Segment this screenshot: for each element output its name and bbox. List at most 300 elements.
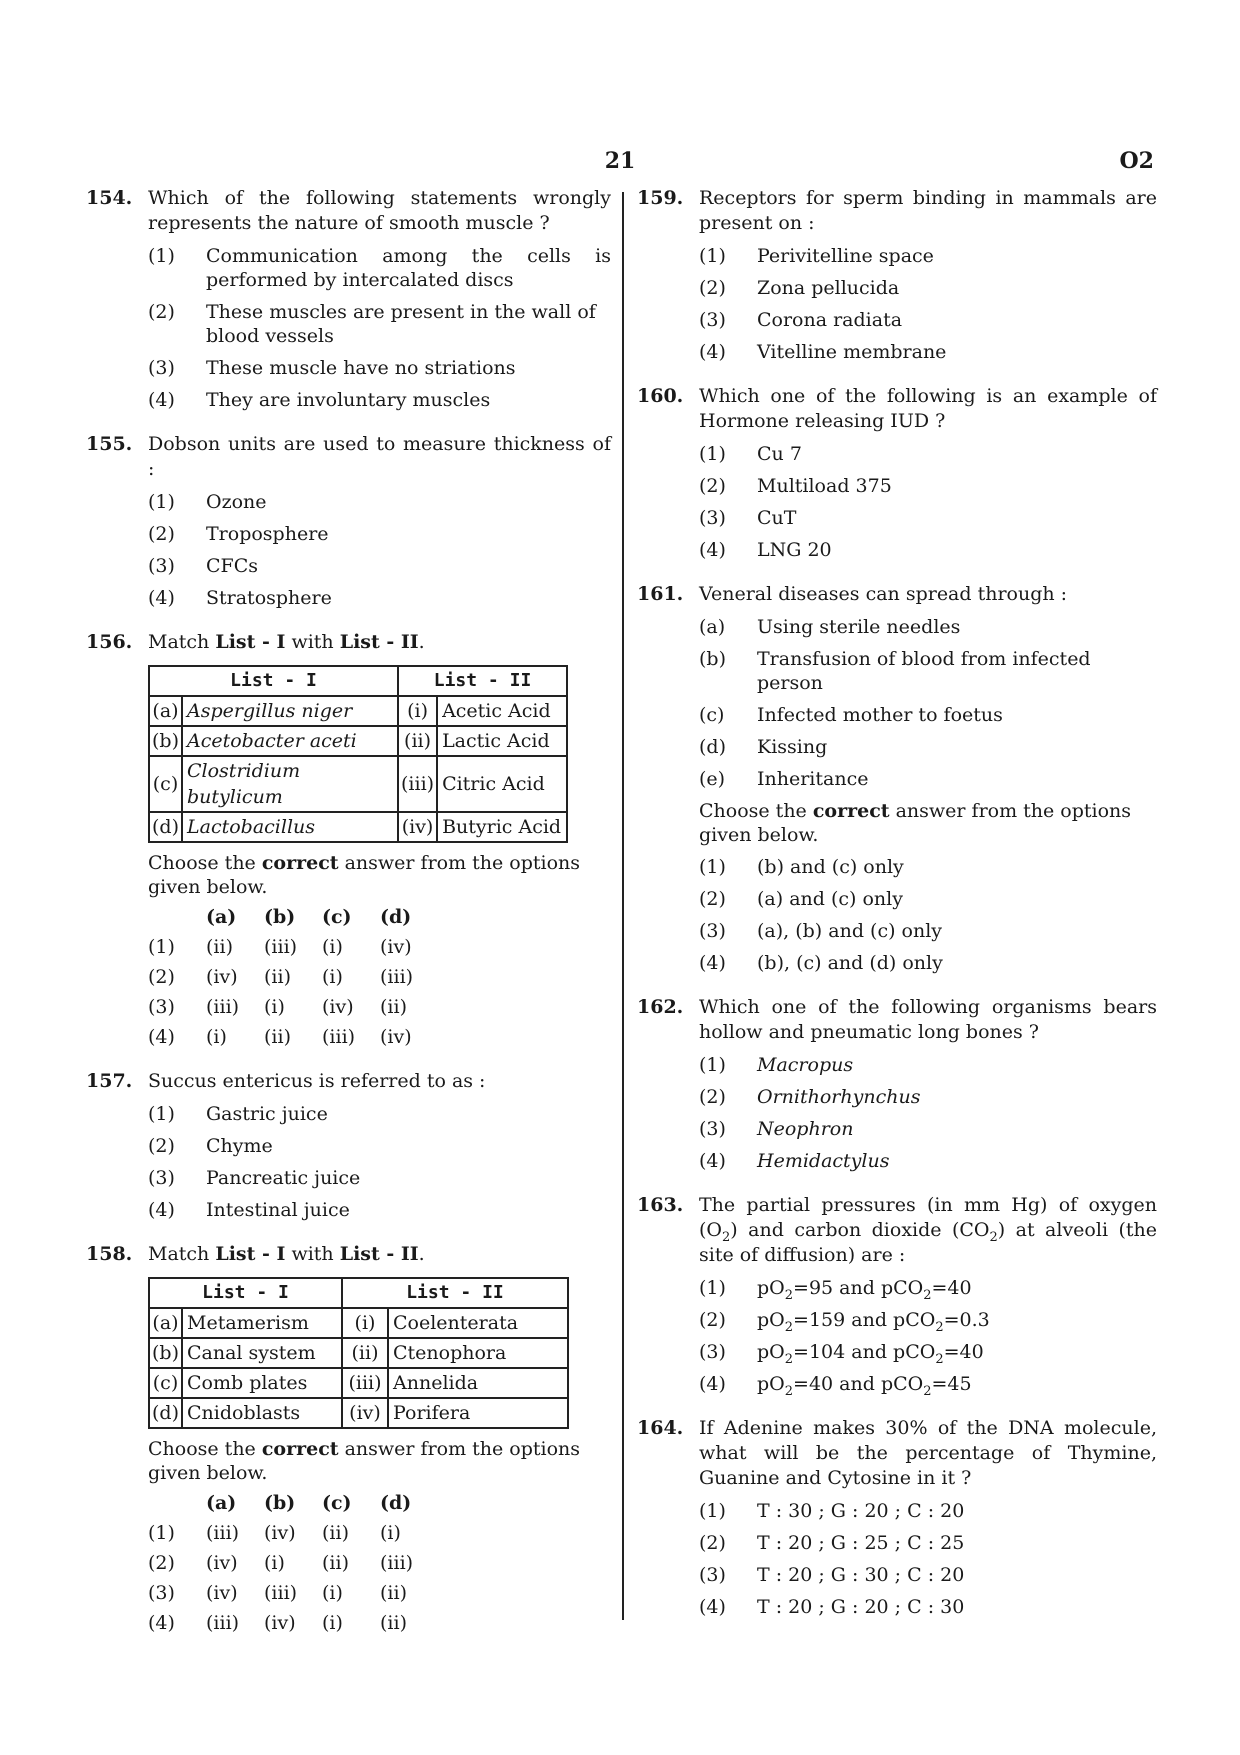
answer-cell: (iv): [380, 936, 412, 958]
option-text: [757, 1340, 1157, 1367]
list-ii-ref: List - II: [339, 631, 419, 653]
answer-cell: (iv): [206, 1582, 238, 1604]
answer-cell: (ii): [380, 996, 407, 1018]
option-number: (4): [148, 389, 175, 411]
option-number: (3): [148, 1582, 175, 1604]
row-label: (ii): [398, 726, 437, 756]
po2-value: =95: [793, 1277, 834, 1299]
list-ii-value: Butyric Acid: [437, 812, 567, 842]
header-a: (a): [206, 1492, 237, 1514]
row-label: (iii): [398, 756, 437, 812]
list-i-value: Lactobacillus: [182, 812, 398, 842]
option-text: Troposphere: [206, 523, 329, 545]
header-c: (c): [322, 1492, 352, 1514]
option-number: (1): [699, 245, 726, 267]
list-ii-value: Annelida: [388, 1368, 568, 1398]
option-text: Intestinal juice: [206, 1199, 350, 1221]
pco2-label: pCO: [880, 1373, 924, 1395]
answer-cell: (i): [264, 996, 285, 1018]
row-label: (c): [149, 1368, 182, 1398]
option[interactable]: [148, 1134, 611, 1158]
option-text: [757, 1372, 1157, 1399]
option-text: Hemidactylus: [757, 1150, 890, 1172]
option-text: Neophron: [757, 1118, 854, 1140]
option-number: (3): [148, 555, 175, 577]
answer-cell: (iv): [206, 966, 238, 988]
option-text: T : 20 ; G : 20 ; C : 30: [757, 1596, 965, 1618]
po2-label: pO: [757, 1277, 785, 1299]
page-number: 21: [604, 148, 636, 174]
po2-value: =104: [793, 1341, 846, 1363]
answer-option[interactable]: [148, 935, 611, 959]
match-table: [148, 1277, 569, 1429]
option-text: [757, 1308, 1157, 1335]
item-label: (d): [699, 736, 726, 758]
option-text: Pancreatic juice: [206, 1167, 361, 1189]
row-label: (i): [342, 1308, 388, 1338]
option[interactable]: [699, 1308, 1157, 1335]
option-number: (4): [148, 1026, 175, 1048]
option-text: (b) and (c) only: [757, 856, 904, 878]
po2-label: pO: [757, 1309, 785, 1331]
question-text: If Adenine makes 30% of the DNA molecule, what will be the percentage of Thymine, Guanine and Cytosine in it ?: [699, 1417, 1157, 1489]
subscript: 2: [784, 1351, 794, 1367]
text-part: with: [285, 1243, 340, 1265]
text-part: answer from the options given below.: [148, 1438, 581, 1484]
row-label: (d): [149, 812, 182, 842]
question-154: [86, 186, 611, 412]
answer-cell: (ii): [264, 1026, 291, 1048]
pco2-value: =0.3: [943, 1309, 990, 1331]
option[interactable]: [699, 506, 1157, 530]
answer-cell: (i): [322, 1582, 343, 1604]
option-text: T : 20 ; G : 30 ; C : 20: [757, 1564, 965, 1586]
pco2-value: =45: [931, 1373, 972, 1395]
option-number: (3): [699, 1118, 726, 1140]
option[interactable]: [699, 340, 1157, 364]
item-text: Transfusion of blood from infected person: [757, 648, 1091, 694]
option-text: Vitelline membrane: [757, 341, 947, 363]
list-i-value: Metamerism: [182, 1308, 342, 1338]
header-c: (c): [322, 906, 352, 928]
option[interactable]: [699, 887, 1157, 911]
question-156: [86, 630, 611, 1049]
option-number: (4): [699, 539, 726, 561]
option-number: (2): [699, 1086, 726, 1108]
row-label: (iii): [342, 1368, 388, 1398]
question-157: [86, 1069, 611, 1222]
list-ii-value: Acetic Acid: [437, 696, 567, 726]
question-number: 156.: [86, 631, 133, 653]
option[interactable]: [148, 356, 611, 380]
option[interactable]: [148, 244, 611, 292]
option-number: (3): [699, 920, 726, 942]
option[interactable]: [699, 1595, 1157, 1619]
option[interactable]: [148, 388, 611, 412]
option[interactable]: [699, 1053, 1157, 1077]
table-row: [149, 726, 567, 756]
text-part: Choose the: [699, 800, 813, 822]
option[interactable]: [148, 300, 611, 348]
list-i-value: Cnidoblasts: [182, 1398, 342, 1428]
header-d: (d): [380, 906, 412, 928]
option-text: [757, 1276, 1157, 1303]
answer-header: [148, 905, 611, 929]
option-text: (a) and (c) only: [757, 888, 903, 910]
list-item: [699, 615, 1157, 639]
paper-code: O2: [1119, 148, 1154, 174]
answer-cell: (iv): [322, 996, 354, 1018]
choose-instruction: [699, 799, 1157, 847]
question-number: 155.: [86, 433, 133, 455]
subscript: 2: [923, 1287, 932, 1303]
header-a: (a): [206, 906, 237, 928]
answer-cell: (i): [322, 966, 343, 988]
option-number: (3): [699, 507, 726, 529]
option-number: (2): [699, 475, 726, 497]
answer-cell: (iv): [264, 1612, 296, 1634]
option[interactable]: [699, 1499, 1157, 1523]
option-text: Ozone: [206, 491, 267, 513]
option-number: (4): [699, 1373, 726, 1395]
option-number: (1): [148, 491, 175, 513]
answer-option[interactable]: [148, 1611, 611, 1635]
option-text: Cu 7: [757, 443, 802, 465]
list-ii-value: Coelenterata: [388, 1308, 568, 1338]
choose-instruction: [148, 1437, 611, 1485]
question-text: [148, 630, 611, 655]
row-label: (c): [149, 756, 182, 812]
option[interactable]: [699, 1117, 1157, 1141]
list-ii-value: Citric Acid: [437, 756, 567, 812]
option-text: (b), (c) and (d) only: [757, 952, 943, 974]
question-text: [148, 1242, 611, 1267]
list-item: [699, 647, 1157, 695]
option-text: Chyme: [206, 1135, 273, 1157]
option-number: (1): [148, 1103, 175, 1125]
text-part: Match: [148, 631, 216, 653]
answer-cell: (iii): [206, 996, 240, 1018]
option-text: They are involuntary muscles: [206, 389, 491, 411]
question-number: 159.: [637, 187, 684, 209]
option-text: LNG 20: [757, 539, 832, 561]
option-number: (1): [148, 936, 175, 958]
question-number: 157.: [86, 1070, 133, 1092]
question-number: 160.: [637, 385, 684, 407]
answer-cell: (iv): [206, 1552, 238, 1574]
question-155: [86, 432, 611, 610]
answer-cell: (ii): [264, 966, 291, 988]
list-i-value: Aspergillus niger: [182, 696, 398, 726]
option-text: CFCs: [206, 555, 259, 577]
list-ii-header: List - II: [342, 1278, 568, 1308]
left-column: [86, 186, 611, 1651]
table-row: [149, 756, 567, 812]
po2-label: pO: [757, 1341, 785, 1363]
option-number: (1): [699, 1054, 726, 1076]
row-label: (d): [149, 1398, 182, 1428]
answer-option[interactable]: [148, 1025, 611, 1049]
option-text: Corona radiata: [757, 309, 903, 331]
pco2-value: =40: [943, 1341, 984, 1363]
row-label: (i): [398, 696, 437, 726]
answer-header: [148, 1491, 611, 1515]
match-table: [148, 665, 568, 843]
and-text: and: [833, 1373, 881, 1395]
subscript: 2: [784, 1319, 794, 1335]
row-label: (b): [149, 1338, 182, 1368]
subscript: 2: [923, 1383, 932, 1399]
list-i-ref: List - I: [215, 1243, 286, 1265]
option-text: These muscles are present in the wall of blood vessels: [206, 301, 596, 347]
question-number: 162.: [637, 996, 684, 1018]
row-label: (iv): [342, 1398, 388, 1428]
option-text: Multiload 375: [757, 475, 892, 497]
answer-cell: (iii): [380, 1552, 414, 1574]
item-label: (e): [699, 768, 726, 790]
option-text: Perivitelline space: [757, 245, 934, 267]
option[interactable]: [148, 1198, 611, 1222]
question-text: Which of the following statements wrongly represents the nature of smooth muscle ?: [148, 187, 611, 234]
answer-cell: (ii): [380, 1612, 407, 1634]
option-number: (1): [699, 1500, 726, 1522]
option-number: (2): [148, 1135, 175, 1157]
option[interactable]: [699, 1563, 1157, 1587]
option-number: (4): [699, 1596, 726, 1618]
answer-option[interactable]: [148, 1521, 611, 1545]
and-text: and: [845, 1309, 894, 1331]
option-number: (2): [148, 1552, 175, 1574]
text-part: answer from the options given below.: [148, 852, 581, 898]
table-row: [149, 812, 567, 842]
question-159: [637, 186, 1157, 364]
text-part: with: [285, 631, 340, 653]
list-i-header: List - I: [149, 1278, 342, 1308]
question-161: [637, 582, 1157, 975]
option[interactable]: [699, 474, 1157, 498]
pco2-label: pCO: [893, 1309, 936, 1331]
pco2-label: pCO: [880, 1277, 924, 1299]
option[interactable]: [699, 1372, 1157, 1399]
option-number: (3): [699, 1341, 726, 1363]
option-text: These muscle have no striations: [206, 357, 516, 379]
option-number: (4): [148, 1612, 175, 1634]
header-b: (b): [264, 906, 296, 928]
table-row: [149, 1338, 568, 1368]
option-number: (2): [699, 1309, 726, 1331]
answer-cell: (iii): [380, 966, 414, 988]
list-ii-header: List - II: [398, 666, 567, 696]
option-number: (4): [699, 1150, 726, 1172]
list-i-ref: List - I: [215, 631, 286, 653]
option[interactable]: [148, 1102, 611, 1126]
option-number: (2): [699, 277, 726, 299]
list-i-value: Clostridium butylicum: [182, 756, 398, 812]
question-163: [637, 1193, 1157, 1399]
list-item: [699, 735, 1157, 759]
text-part: ) and carbon dioxide (CO: [730, 1219, 990, 1241]
option-text: (a), (b) and (c) only: [757, 920, 943, 942]
header-d: (d): [380, 1492, 412, 1514]
pco2-label: pCO: [893, 1341, 936, 1363]
header-b: (b): [264, 1492, 296, 1514]
answer-cell: (iii): [206, 1612, 240, 1634]
option-number: (1): [148, 245, 175, 267]
po2-value: =159: [793, 1309, 846, 1331]
answer-cell: (i): [206, 1026, 227, 1048]
option-text: T : 30 ; G : 20 ; C : 20: [757, 1500, 965, 1522]
question-text: Which one of the following organisms bears hollow and pneumatic long bones ?: [699, 996, 1157, 1043]
option[interactable]: [148, 554, 611, 578]
answer-cell: (iii): [264, 1582, 298, 1604]
option[interactable]: [699, 1276, 1157, 1303]
answer-cell: (iii): [206, 1522, 240, 1544]
and-text: and: [845, 1341, 894, 1363]
question-number: 163.: [637, 1194, 684, 1216]
question-158: [86, 1242, 611, 1635]
text-part: The partial pressures (in mm Hg) of oxygen (O: [699, 1194, 1157, 1241]
answer-cell: (iii): [264, 936, 298, 958]
row-label: (iv): [398, 812, 437, 842]
option-text: Zona pellucida: [757, 277, 900, 299]
option[interactable]: [699, 855, 1157, 879]
list-i-value: Comb plates: [182, 1368, 342, 1398]
answer-option[interactable]: [148, 965, 611, 989]
answer-cell: (i): [380, 1522, 401, 1544]
option[interactable]: [699, 1085, 1157, 1109]
row-label: (a): [149, 696, 182, 726]
option-number: (4): [699, 341, 726, 363]
option-number: (2): [148, 301, 175, 323]
option[interactable]: [699, 951, 1157, 975]
option[interactable]: [148, 490, 611, 514]
table-row: [149, 696, 567, 726]
item-text: Using sterile needles: [757, 616, 961, 638]
answer-cell: (i): [322, 936, 343, 958]
choose-instruction: [148, 851, 611, 899]
option[interactable]: [699, 308, 1157, 332]
question-text: Which one of the following is an example of Hormone releasing IUD ?: [699, 385, 1157, 432]
answer-cell: (ii): [322, 1522, 349, 1544]
question-number: 161.: [637, 583, 684, 605]
option-number: (3): [148, 996, 175, 1018]
answer-option[interactable]: [148, 995, 611, 1019]
option-text: Gastric juice: [206, 1103, 328, 1125]
answer-grid: [148, 1491, 611, 1635]
option-number: (3): [148, 357, 175, 379]
option[interactable]: [699, 919, 1157, 943]
list-ii-ref: List - II: [339, 1243, 419, 1265]
table-row: [149, 1398, 568, 1428]
pco2-value: =40: [931, 1277, 972, 1299]
item-text: Kissing: [757, 736, 828, 758]
subscript: 2: [935, 1319, 944, 1335]
option-number: (3): [148, 1167, 175, 1189]
list-item: [699, 767, 1157, 791]
answer-cell: (ii): [322, 1552, 349, 1574]
option[interactable]: [699, 538, 1157, 562]
list-ii-value: Lactic Acid: [437, 726, 567, 756]
option-text: CuT: [757, 507, 797, 529]
option-number: (1): [699, 1277, 726, 1299]
question-number: 154.: [86, 187, 133, 209]
question-160: [637, 384, 1157, 562]
and-text: and: [833, 1277, 881, 1299]
list-ii-value: Ctenophora: [388, 1338, 568, 1368]
answer-cell: (iii): [322, 1026, 356, 1048]
option-number: (2): [699, 1532, 726, 1554]
table-row: [149, 1308, 568, 1338]
option[interactable]: [699, 276, 1157, 300]
option-number: (3): [699, 309, 726, 331]
question-number: 164.: [637, 1417, 684, 1439]
option[interactable]: [148, 522, 611, 546]
option-number: (1): [699, 856, 726, 878]
option-text: Ornithorhynchus: [757, 1086, 921, 1108]
row-label: (ii): [342, 1338, 388, 1368]
list-item: [699, 703, 1157, 727]
option[interactable]: [699, 442, 1157, 466]
option-number: (1): [699, 443, 726, 465]
answer-cell: (ii): [206, 936, 233, 958]
emphasis: correct: [261, 852, 339, 874]
row-label: (a): [149, 1308, 182, 1338]
item-label: (c): [699, 704, 725, 726]
list-i-value: Canal system: [182, 1338, 342, 1368]
option[interactable]: [699, 1340, 1157, 1367]
answer-cell: (ii): [380, 1582, 407, 1604]
option-number: (2): [148, 966, 175, 988]
option[interactable]: [699, 1531, 1157, 1555]
question-number: 158.: [86, 1243, 133, 1265]
text-part: Choose the: [148, 1438, 262, 1460]
text-part: Choose the: [148, 852, 262, 874]
column-divider: [622, 192, 624, 1620]
po2-label: pO: [757, 1373, 785, 1395]
po2-value: =40: [793, 1373, 834, 1395]
table-row: [149, 1368, 568, 1398]
option[interactable]: [699, 244, 1157, 268]
option-text: T : 20 ; G : 25 ; C : 25: [757, 1532, 965, 1554]
item-label: (a): [699, 616, 726, 638]
question-164: [637, 1416, 1157, 1619]
list-i-header: List - I: [149, 666, 398, 696]
subscript: 2: [989, 1229, 998, 1245]
subscript: 2: [935, 1351, 944, 1367]
answer-option[interactable]: [148, 1551, 611, 1575]
text-part: .: [418, 631, 425, 653]
list-i-value: Acetobacter aceti: [182, 726, 398, 756]
question-text: [699, 1193, 1157, 1268]
item-label: (b): [699, 648, 726, 670]
question-text: Succus entericus is referred to as :: [148, 1070, 486, 1092]
option-text: Macropus: [757, 1054, 854, 1076]
text-part: Match: [148, 1243, 216, 1265]
question-162: [637, 995, 1157, 1173]
option[interactable]: [699, 1149, 1157, 1173]
option-number: (4): [699, 952, 726, 974]
answer-grid: [148, 905, 611, 1049]
text-part: answer from the options given below.: [699, 800, 1132, 846]
answer-option[interactable]: [148, 1581, 611, 1605]
right-column: [637, 186, 1157, 1635]
option-number: (1): [148, 1522, 175, 1544]
option[interactable]: [148, 586, 611, 610]
row-label: (b): [149, 726, 182, 756]
option-number: (2): [699, 888, 726, 910]
answer-cell: (i): [322, 1612, 343, 1634]
option[interactable]: [148, 1166, 611, 1190]
